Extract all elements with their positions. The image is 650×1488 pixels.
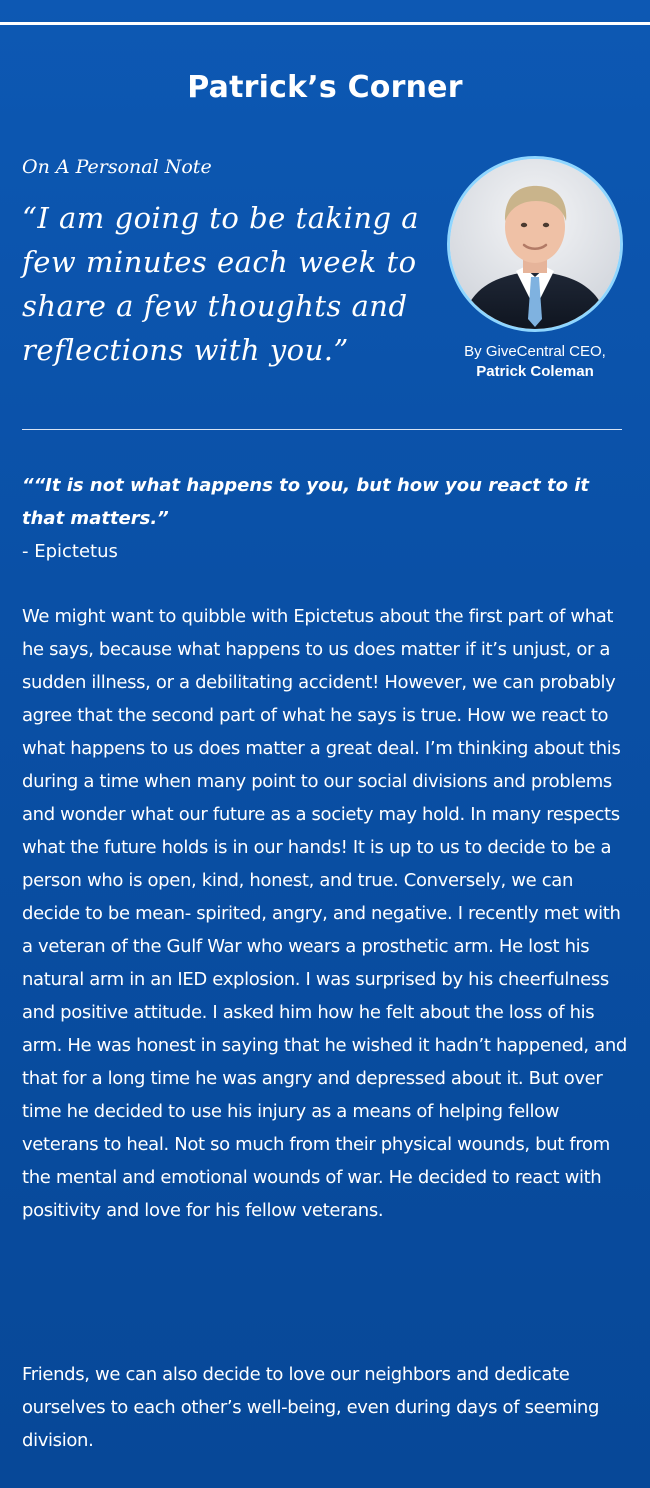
intro-quote: “I am going to be taking a few minutes each week to share a few thoughts and reflections with you.” [22,201,420,367]
article-paragraph: Friends, we can also decide to love our neighbors and dedicate ourselves to each other’s well-being, even during days of seeming division. [22,1364,600,1451]
article-paragraph: We might want to quibble with Epictetus about the first part of what he says, because what happens to us does matter if it’s unjust, or a sudden illness, or a debilitating accident! However, we can probably agree that the second part of what he says is true. How we react to what happens to us does matter a great deal. I’m thinking about this during a time when many point to our social divisions and problems and wonder what our future as a society may hold. In many respects what the future holds is in our hands! It is up to us to decide to be a person who is open, kind, honest, and true. Conversely, we can decide to be mean- spirited, angry, and negative. I recently met with a veteran of the Gulf War who wears a prosthetic arm. He lost his natural arm in an IED explosion. I was surprised by his cheerfulness and positive attitude. I asked him how he felt about the loss of his arm. He was honest in saying that he wished it hadn’t happened, and that for a long time he was angry and depressed about it. But over time he decided to use his injury as a means of helping fellow veterans to heal. Not so much from their physical wounds, but from the mental and emotional wounds of war. He decided to react with positivity and love for his fellow veterans. [22,606,627,1221]
section-divider [22,429,622,430]
pull-quote: ““It is not what happens to you, but how you react to it that matters.” [22,475,590,529]
byline-prefix: By GiveCentral CEO, [464,343,606,360]
top-rule [0,22,650,25]
author-portrait [447,156,623,332]
portrait-photo-icon [450,159,620,329]
section-eyebrow: On A Personal Note [22,156,212,178]
author-name: Patrick Coleman [476,363,594,380]
page-title: Patrick’s Corner [187,70,463,105]
quote-attribution: - Epictetus [22,541,118,562]
author-byline [431,342,639,382]
